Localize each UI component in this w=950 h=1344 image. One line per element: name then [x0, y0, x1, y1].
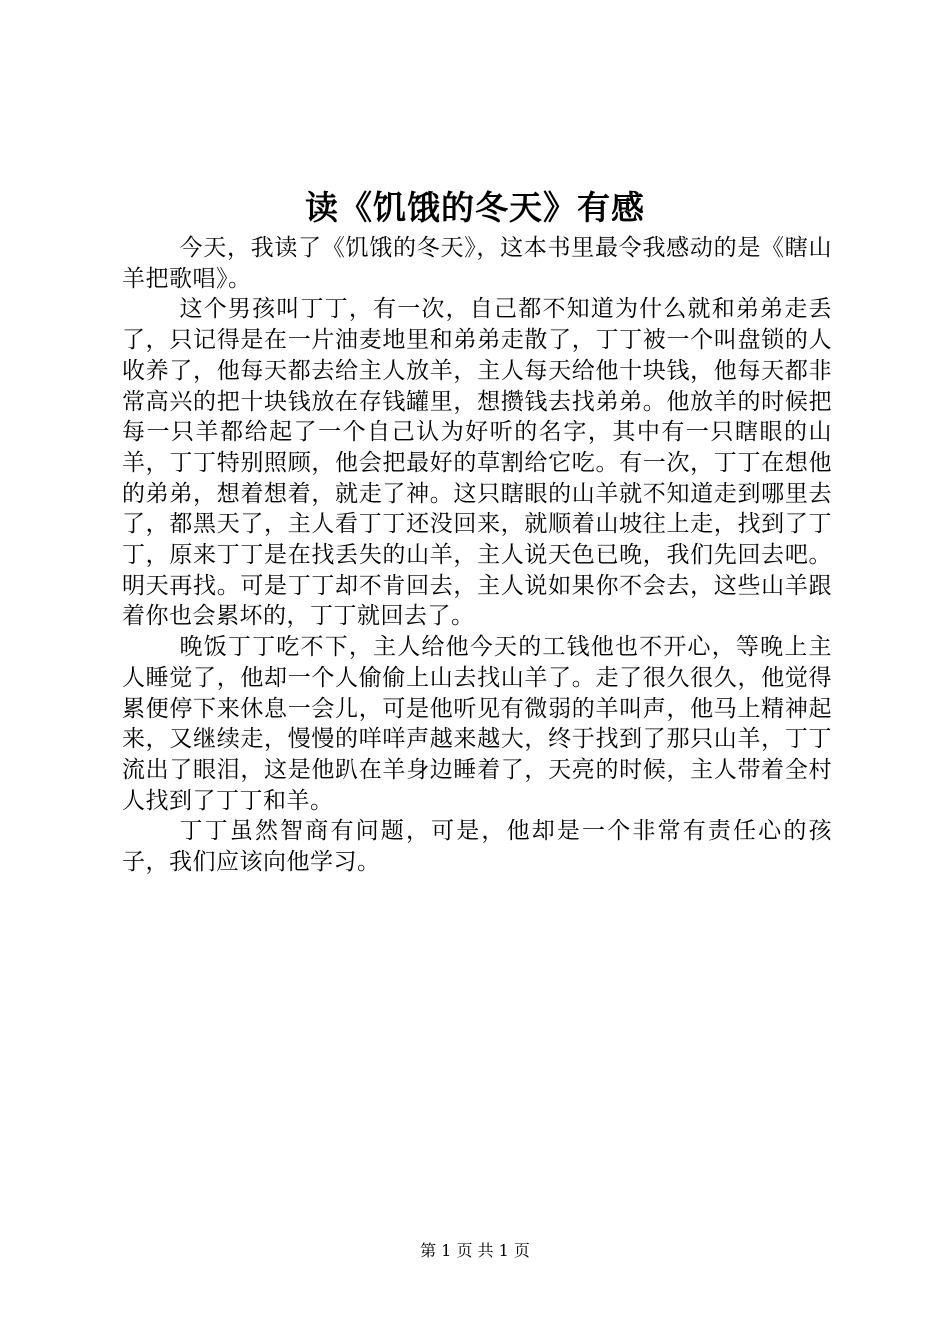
document-body [122, 233, 832, 878]
paragraph-1: 今天，我读了《饥饿的冬天》，这本书里最令我感动的是《瞎山羊把歌唱》。 [122, 235, 832, 292]
document-title: 读《饥饿的冬天》有感 [305, 188, 645, 227]
paragraph-3: 晚饭丁丁吃不下，主人给他今天的工钱他也不开心，等晚上主人睡觉了，他却一个人偷偷上山去找山羊了。走了很久很久，他觉得累便停下来休息一会儿，可是他听见有微弱的羊叫声，他马上精神起来，又继续走，慢慢的咩咩声越来越大，终于找到了那只山羊，丁丁流出了眼泪，这是他趴在羊身边睡着了，天亮的时候，主人带着全村人找到了丁丁和羊。 [122, 634, 832, 814]
paragraph-4: 丁丁虽然智商有问题，可是，他却是一个非常有责任心的孩子，我们应该向他学习。 [122, 818, 832, 876]
page-footer: 第 1 页 共 1 页 [420, 1241, 530, 1260]
paragraph-2: 这个男孩叫丁丁，有一次，自己都不知道为什么就和弟弟走丢了，只记得是在一片油麦地里和弟弟走散了，丁丁被一个叫盘锁的人收养了，他每天都去给主人放羊，主人每天给他十块钱，他每天都非常高兴的把十块钱放在存钱罐里，想攒钱去找弟弟。他放羊的时候把每一只羊都给起了一个自己认为好听的名字，其中有一只瞎眼的山羊，丁丁特别照顾，他会把最好的草割给它吃。有一次，丁丁在想他的弟弟，想着想着，就走了神。这只瞎眼的山羊就不知道走到哪里去了，都黑天了，主人看丁丁还没回来，就顺着山坡往上走，找到了丁丁，原来丁丁是在找丢失的山羊，主人说天色已晚，我们先回去吧。明天再找。可是丁丁却不肯回去，主人说如果你不会去，这些山羊跟着你也会累坏的，丁丁就回去了。 [122, 296, 832, 630]
